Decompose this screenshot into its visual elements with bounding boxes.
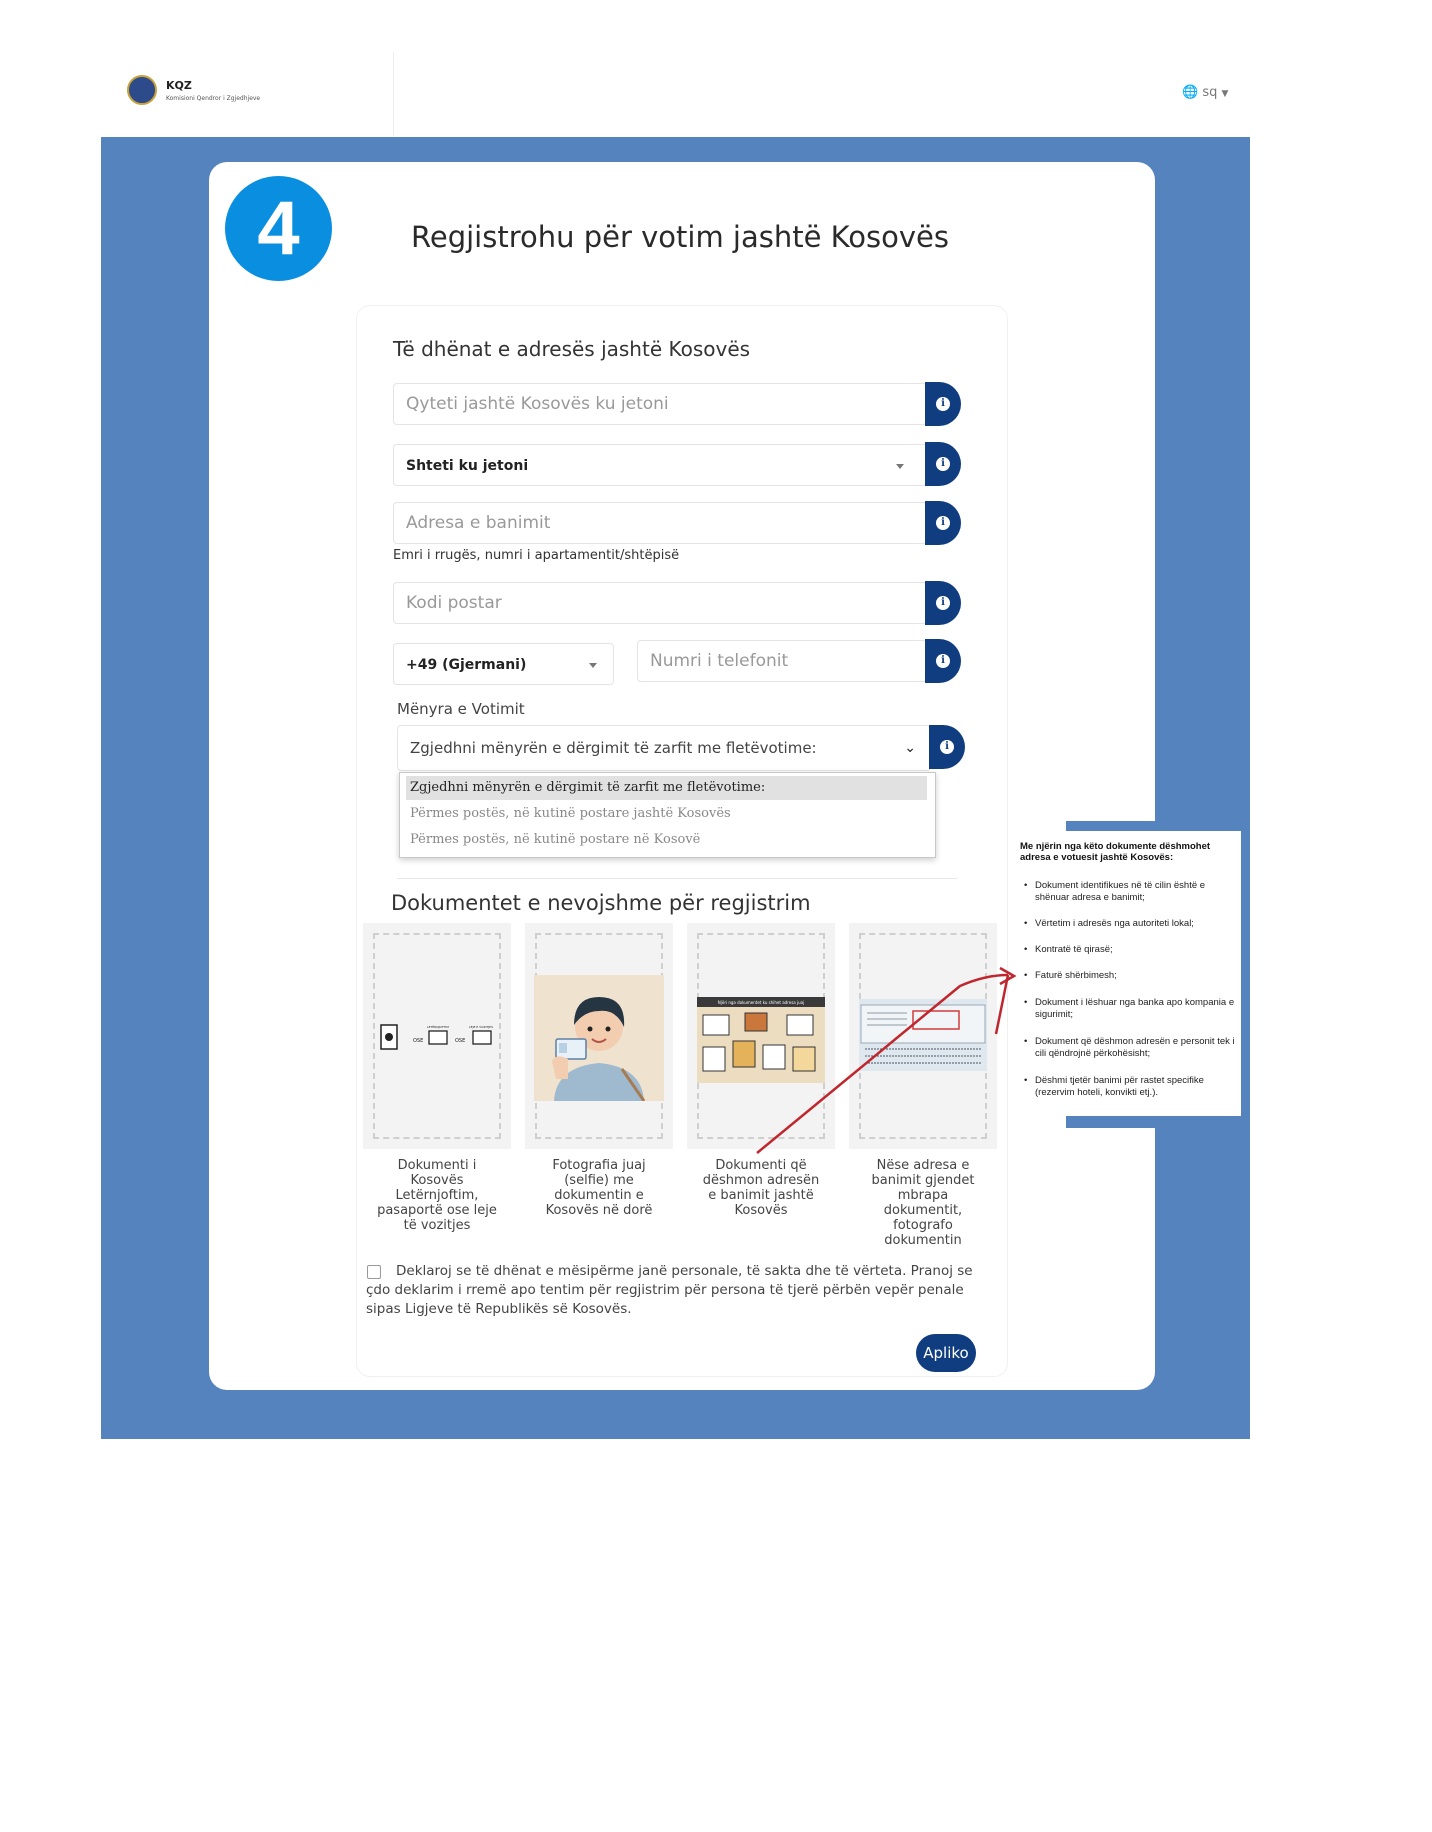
mini-label: OSE: [413, 1038, 424, 1044]
caption-line: banimit gjendet: [871, 1173, 975, 1188]
info-icon: i: [936, 516, 950, 530]
logo-subtitle: Komisioni Qendror i Zgjedhjeve: [166, 95, 261, 102]
caption-line: mbrapa: [897, 1188, 949, 1203]
caption-line: Kosovës në dorë: [545, 1203, 653, 1218]
document-tile-id-back[interactable]: [849, 923, 997, 1149]
caption-line: e banimit jashtë: [708, 1188, 814, 1203]
phone-prefix-select[interactable]: [393, 643, 614, 685]
mini-label: LETËRNJOFTIM: [427, 1025, 449, 1029]
info-panel-item: • Dokument identifikues në të cilin është e shënuar adresa e banimit;: [1024, 880, 1206, 903]
country-select[interactable]: [393, 444, 927, 486]
logo-title: KQZ: [166, 79, 192, 92]
info-panel-item: • Dëshmi tjetër banimi për rastet specifike (rezervim hoteli, konvikti etj.).: [1024, 1075, 1204, 1098]
info-icon: i: [940, 740, 954, 754]
page-title: Regjistrohu për votim jashtë Kosovës: [411, 220, 949, 254]
language-label: sq: [1202, 85, 1218, 100]
mini-label: OSE: [455, 1038, 466, 1044]
info-panel-item: • Dokument që dëshmon adresën e personit tek i cili qëndrojnë përkohësisht;: [1024, 1036, 1235, 1059]
dropdown-option[interactable]: Përmes postës, në kutinë postare në Kosovë: [410, 832, 701, 847]
country-select-value: Shteti ku jetoni: [406, 458, 529, 474]
phone-prefix-value: +49 (Gjermani): [406, 657, 527, 673]
caret-down-icon: [589, 663, 597, 668]
voting-method-value: Zgjedhni mënyrën e dërgimit të zarfit me fletëvotime:: [410, 739, 817, 757]
info-icon: i: [936, 397, 950, 411]
id-documents-icon: [379, 1023, 497, 1063]
address-helper-text: Emri i rrugës, numri i apartamentit/shtëpisë: [393, 548, 680, 563]
panel-accent: [1066, 1116, 1241, 1128]
step-badge: 4: [225, 176, 332, 281]
mini-title: Njëri nga dokumentet ku shihet adresa juaj: [717, 1000, 805, 1005]
section-divider: [397, 878, 957, 879]
city-input[interactable]: Qyteti jashtë Kosovës ku jetoni: [393, 383, 927, 425]
caption-line: të vozitjes: [403, 1218, 471, 1233]
caption-line: Kosovës: [734, 1203, 788, 1218]
declaration-text-content: Deklaroj se të dhënat e mësipërme janë personale, të sakta dhe të vërteta. Pranoj se çdo deklarim i rremë apo tentim për regjistrim për persona të tjerë përbën vepër penale sipas Ligjeve të Republikës së Kosovës.: [366, 1263, 973, 1317]
caption-line: dokumentin: [884, 1233, 962, 1248]
caption-line: Fotografia juaj: [552, 1158, 646, 1173]
caption-line: Letërnjoftim,: [395, 1188, 479, 1203]
caption-line: Dokumenti që: [715, 1158, 807, 1173]
info-icon: i: [936, 596, 950, 610]
phone-number-input[interactable]: Numri i telefonit: [637, 640, 927, 682]
caption-line: Nëse adresa e: [876, 1158, 970, 1173]
info-icon: i: [936, 654, 950, 668]
info-panel-item: • Faturë shërbimesh;: [1024, 970, 1117, 981]
mini-label: LEJE E VOZITJES: [469, 1025, 493, 1029]
address-input[interactable]: Adresa e banimit: [393, 502, 927, 544]
caption-line: fotografo: [893, 1218, 953, 1233]
info-panel-item: • Dokument i lëshuar nga banka apo kompania e sigurimit;: [1024, 997, 1235, 1020]
caption-line: dokumentin e: [554, 1188, 644, 1203]
info-panel-item: • Vërtetim i adresës nga autoriteti lokal;: [1024, 918, 1194, 929]
info-panel-item: • Kontratë të qirasë;: [1024, 944, 1113, 955]
caption-line: Kosovës: [410, 1173, 464, 1188]
chevron-down-icon: ▼: [1221, 89, 1229, 99]
globe-icon: 🌐: [1182, 85, 1199, 100]
declaration-text: [366, 1262, 986, 1319]
caption-line: Dokumenti i: [397, 1158, 477, 1173]
document-caption-selfie: [524, 1158, 674, 1218]
voting-method-label: Mënyra e Votimit: [397, 700, 525, 718]
kqz-logo-icon[interactable]: [127, 75, 157, 105]
info-panel-title: Me njërin nga këto dokumente dëshmohet adresa e votuesit jashtë Kosovës:: [1020, 841, 1211, 863]
document-tile-selfie[interactable]: [525, 923, 673, 1149]
caption-line: pasaportë ose leje: [377, 1203, 497, 1218]
dropdown-option[interactable]: Përmes postës, në kutinë postare jashtë Kosovës: [410, 806, 731, 821]
address-section-title: Të dhënat e adresës jashtë Kosovës: [393, 337, 751, 361]
caption-line: (selfie) me: [564, 1173, 634, 1188]
caption-line: dokumentit,: [883, 1203, 963, 1218]
postal-code-input[interactable]: Kodi postar: [393, 582, 927, 624]
document-caption-id-back: [848, 1158, 998, 1248]
document-tile-address-proof[interactable]: [687, 923, 835, 1149]
document-caption-address-proof: [686, 1158, 836, 1218]
chevron-down-icon: ⌄: [904, 740, 916, 756]
voting-method-dropdown: [399, 772, 936, 858]
caption-line: dëshmon adresën: [702, 1173, 820, 1188]
header-divider: [393, 52, 394, 138]
documents-section-title: Dokumentet e nevojshme për regjistrim: [391, 891, 811, 915]
language-selector[interactable]: [1182, 85, 1228, 100]
info-icon: i: [936, 457, 950, 471]
document-tile-id[interactable]: [363, 923, 511, 1149]
id-back-icon: [859, 999, 987, 1071]
address-proof-icon: [697, 997, 825, 1083]
dropdown-option[interactable]: Zgjedhni mënyrën e dërgimit të zarfit me fletëvotime:: [406, 776, 927, 800]
voting-method-select[interactable]: [397, 725, 931, 771]
document-caption-id: [362, 1158, 512, 1233]
selfie-with-id-icon: [534, 975, 664, 1101]
caret-down-icon: [896, 464, 904, 469]
apply-button[interactable]: Apliko: [916, 1334, 976, 1372]
